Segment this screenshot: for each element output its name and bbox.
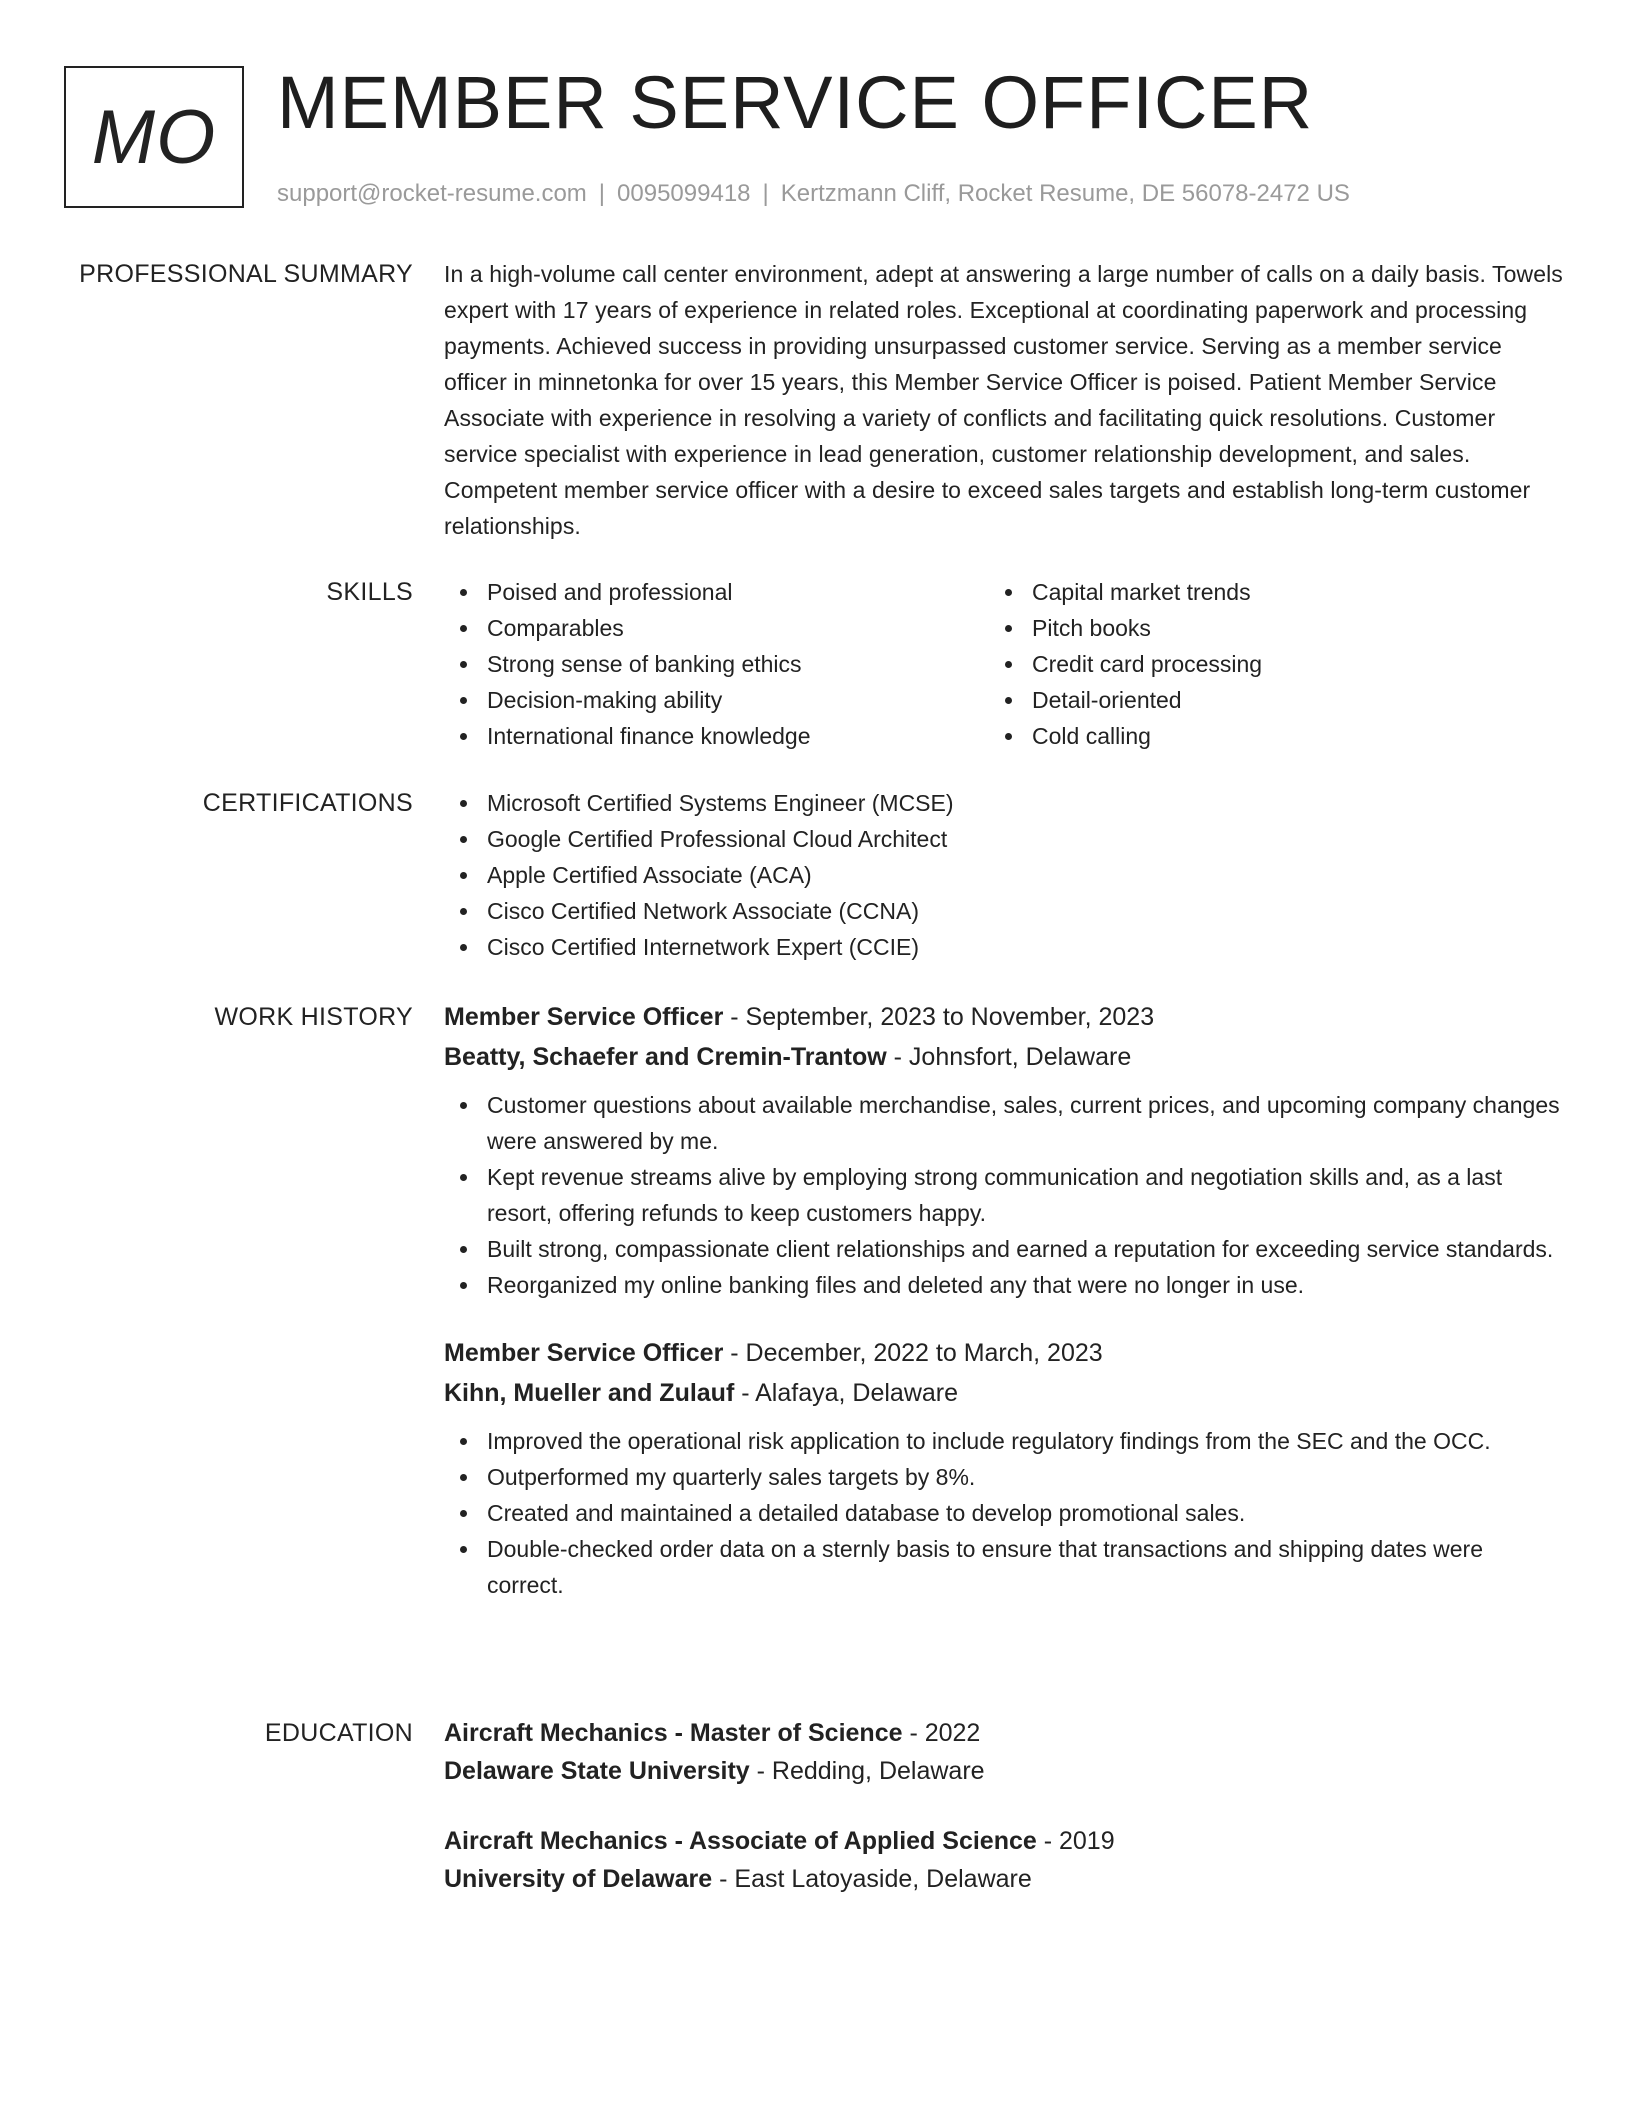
job-title-line [444,997,1564,1037]
job-entry [444,997,1564,1303]
job-location: - Alafaya, Delaware [734,1379,959,1407]
job-title: Member Service Officer [444,1003,724,1031]
certifications-list [444,785,1564,965]
job-duties-list [444,1423,1564,1603]
contact-email[interactable]: support@rocket-resume.com [277,180,587,207]
job-dates: - December, 2022 to March, 2023 [723,1339,1103,1367]
skill-item: Strong sense of banking ethics [444,646,989,682]
job-duty-item: Built strong, compassionate client relationships and earned a reputation for exceeding service standards. [444,1231,1564,1267]
job-duties-list [444,1087,1564,1303]
education-school-line [444,1860,1564,1898]
job-dates: - September, 2023 to November, 2023 [723,1003,1155,1031]
job-company-line [444,1037,1564,1077]
education-entry [444,1822,1564,1898]
job-duty-item: Double-checked order data on a sternly basis to ensure that transactions and shipping dates were correct. [444,1531,1564,1603]
education-school: University of Delaware [444,1865,713,1893]
skill-item: Cold calling [989,718,1534,754]
skill-item: Credit card processing [989,646,1534,682]
job-title: Member Service Officer [444,1339,724,1367]
skill-item: Capital market trends [989,574,1534,610]
certifications-heading: CERTIFICATIONS [202,789,413,817]
job-duty-item: Kept revenue streams alive by employing strong communication and negotiation skills and, as a last resort, offering refunds to keep customers happy. [444,1159,1564,1231]
skills-heading: SKILLS [326,578,413,606]
skill-item: Decision-making ability [444,682,989,718]
job-company-line [444,1373,1564,1413]
certification-item: Google Certified Professional Cloud Architect [444,821,1564,857]
contact-separator: | [598,180,606,207]
header-text [277,61,1568,208]
education-degree-line [444,1822,1564,1860]
education-entry [444,1714,1564,1790]
education-year: - 2019 [1036,1827,1115,1855]
education-year: - 2022 [902,1719,981,1747]
education-heading: EDUCATION [264,1719,413,1747]
job-company: Kihn, Mueller and Zulauf [444,1379,735,1407]
education-degree-line [444,1714,1564,1752]
job-title-line [444,1333,1564,1373]
skill-item: International finance knowledge [444,718,989,754]
certification-item: Cisco Certified Network Associate (CCNA) [444,893,1564,929]
monogram-logo: MO [64,66,244,208]
certifications-body [444,785,1564,965]
job-duty-item: Outperformed my quarterly sales targets by 8%. [444,1459,1564,1495]
job-duty-item: Customer questions about available merchandise, sales, current prices, and upcoming company changes were answered by me. [444,1087,1564,1159]
job-duty-item: Reorganized my online banking files and deleted any that were no longer in use. [444,1267,1564,1303]
resume-header [64,61,1568,224]
job-duty-item: Improved the operational risk application to include regulatory findings from the SEC and the OCC. [444,1423,1564,1459]
education-school: Delaware State University [444,1757,750,1785]
contact-address: Kertzmann Cliff, Rocket Resume, DE 56078-2472 US [780,180,1350,207]
summary-text: In a high-volume call center environment, adept at answering a large number of calls on a daily basis. Towels expert with 17 years of experience in related roles. Exceptional at coordinating paperwork and processing payments. Achieved success in providing unsurpassed customer service. Serving as a member service officer in minnetonka for over 15 years, this Member Service Officer is poised. Patient Member Service Associate with experience in resolving a variety of conflicts and facilitating quick resolutions. Customer service specialist with experience in lead generation, customer relationship development, and sales. Competent member service officer with a desire to exceed sales targets and establish long-term customer relationships. [444,261,1563,539]
education-degree: Aircraft Mechanics - Master of Science [444,1719,903,1747]
job-company: Beatty, Schaefer and Cremin-Trantow [444,1043,887,1071]
job-duty-item: Created and maintained a detailed database to develop promotional sales. [444,1495,1564,1531]
certification-item: Apple Certified Associate (ACA) [444,857,1564,893]
page-title: MEMBER SERVICE OFFICER [277,61,1314,144]
contact-separator: | [762,180,769,207]
education-location: - Redding, Delaware [749,1757,985,1785]
skills-list-left [444,574,989,754]
skill-item: Pitch books [989,610,1534,646]
contact-phone[interactable]: 0095099418 [617,180,751,207]
education-body [444,1714,1564,1898]
work-history-heading: WORK HISTORY [214,1003,413,1031]
job-entry [444,1333,1564,1603]
skills-columns [444,574,1564,754]
certification-item: Microsoft Certified Systems Engineer (MCSE) [444,785,1564,821]
summary-heading: PROFESSIONAL SUMMARY [79,260,413,288]
skills-list-right [989,574,1534,754]
skill-item: Comparables [444,610,989,646]
job-location: - Johnsfort, Delaware [886,1043,1132,1071]
skill-item: Detail-oriented [989,682,1534,718]
education-location: - East Latoyaside, Delaware [712,1865,1032,1893]
work-history-body [444,997,1564,1603]
skill-item: Poised and professional [444,574,989,610]
contact-line [277,180,1568,208]
education-school-line [444,1752,1564,1790]
certification-item: Cisco Certified Internetwork Expert (CCIE) [444,929,1564,965]
education-degree: Aircraft Mechanics - Associate of Applied Science [444,1827,1037,1855]
